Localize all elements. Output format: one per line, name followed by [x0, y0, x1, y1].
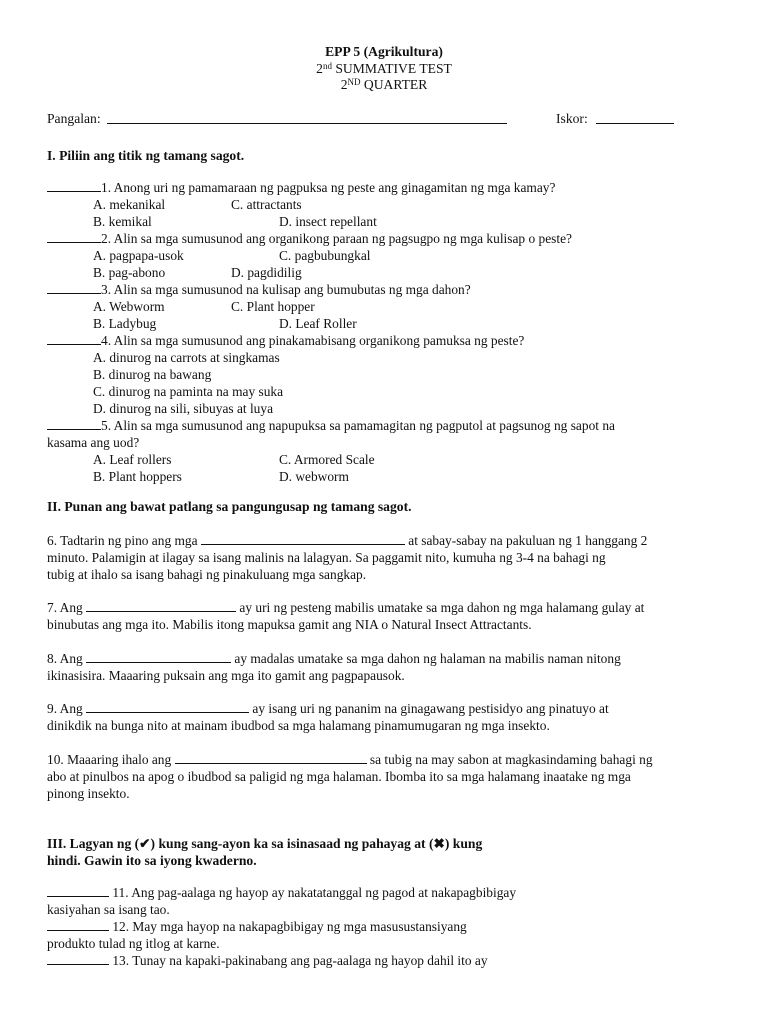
question-7: 7. Ang ay uri ng pesteng mabilis umatake sa mga dahon ng mga halamang gulay at [47, 600, 645, 615]
option-3b: B. Ladybug [93, 316, 157, 331]
option-5c: C. Armored Scale [279, 452, 375, 467]
option-4d: D. dinurog na sili, sibuyas at luya [93, 401, 274, 416]
option-1b: B. kemikal [93, 214, 152, 229]
question-8-line2: ikinasisira. Maaaring puksain ang mga ito gamit ang pagpapausok. [47, 668, 405, 683]
question-1: 1. Anong uri ng pamamaraan ng pagpuksa ng peste ang ginagamitan ng mga kamay? [47, 179, 727, 196]
question-11: 11. Ang pag-aalaga ng hayop ay nakatatanggal ng pagod at nakapagbibigay [47, 884, 727, 901]
question-5-options-row2 [47, 468, 727, 485]
score-blank[interactable] [596, 123, 674, 124]
option-3a: A. Webworm [93, 299, 165, 314]
answer-blank-4[interactable] [47, 332, 101, 345]
question-9-block [47, 700, 727, 734]
question-6: 6. Tadtarin ng pino ang mga at sabay-sabay na pakuluan ng 1 hanggang 2 [47, 533, 648, 548]
section-1-questions [47, 179, 727, 485]
question-1-options-row1 [47, 196, 727, 213]
question-7-line2: binubutas ang mga ito. Mabilis itong mapuksa gamit ang NIA o Natural Insect Attractants. [47, 617, 532, 632]
score-label: Iskor: [556, 111, 588, 126]
question-6-line2: minuto. Palamigin at ilagay sa isang malinis na lalagyan. Sa paggamit nito, kumuha ng 3-4 na bahagi ng [47, 550, 606, 565]
section-1-title: I. Piliin ang titik ng tamang sagot. [47, 148, 245, 163]
option-3c: C. Plant hopper [231, 299, 315, 314]
name-label: Pangalan: [47, 111, 101, 126]
answer-blank-1[interactable] [47, 179, 101, 192]
question-8: 8. Ang ay madalas umatake sa mga dahon ng halaman na mabilis naman nitong [47, 651, 621, 666]
option-5b: B. Plant hoppers [93, 469, 182, 484]
section-3-title-line2: hindi. Gawin ito sa iyong kwaderno. [47, 853, 257, 868]
question-4: 4. Alin sa mga sumusunod ang pinakamabisang organikong pamuksa ng peste? [47, 332, 727, 349]
question-10: 10. Maaaring ihalo ang sa tubig na may sabon at magkasindaming bahagi ng [47, 752, 653, 767]
question-6-block [47, 532, 727, 583]
question-9-line2: dinikdik na bunga nito at mainam ibudbod sa mga halamang pinamumugaran ng mga insekto. [47, 718, 550, 733]
option-3d: D. Leaf Roller [279, 316, 357, 331]
answer-blank-12[interactable] [47, 918, 109, 931]
question-8-block [47, 650, 727, 684]
question-13: 13. Tunay na kapaki-pakinabang ang pag-aalaga ng hayop dahil ito ay [47, 952, 727, 969]
question-3-options-row2 [47, 315, 727, 332]
subject-title: EPP 5 (Agrikultura) [325, 44, 443, 59]
section-3-questions [47, 884, 727, 969]
question-5: 5. Alin sa mga sumusunod ang napupuksa sa pamamagitan ng pagputol at pagsunog ng sapot na [47, 417, 727, 434]
question-10-line2: abo at pinulbos na apog o ibudbod sa paligid ng mga halaman. Ibomba ito sa mga halamang inaatake ng mga [47, 769, 631, 784]
option-2a: A. pagpapa-usok [93, 248, 184, 263]
question-9: 9. Ang ay isang uri ng pananim na ginagawang pestisidyo ang pinatuyo at [47, 701, 609, 716]
test-header [0, 44, 768, 94]
section-2-title: II. Punan ang bawat patlang sa pangungusap ng tamang sagot. [47, 499, 412, 514]
option-1d: D. insect repellant [279, 214, 377, 229]
question-2-options-row1 [47, 247, 727, 264]
question-3: 3. Alin sa mga sumusunod na kulisap ang bumubutas ng mga dahon? [47, 281, 727, 298]
question-11-line2: kasiyahan sa isang tao. [47, 902, 170, 917]
section-2-title-block [47, 498, 727, 515]
section-3-title-block [47, 835, 727, 869]
name-blank[interactable] [107, 123, 507, 124]
fill-blank-10[interactable] [175, 751, 367, 764]
option-2d: D. pagdidilig [231, 265, 302, 280]
question-3-options-row1 [47, 298, 727, 315]
question-5-options-row1 [47, 451, 727, 468]
section-3-title-line1: III. Lagyan ng (✔) kung sang-ayon ka sa isinasaad ng pahayag at (✖) kung [47, 836, 483, 851]
fill-blank-7[interactable] [86, 599, 236, 612]
question-2-options-row2 [47, 264, 727, 281]
question-12-line2: produkto tulad ng itlog at karne. [47, 936, 220, 951]
test-title: 2nd SUMMATIVE TEST [316, 60, 452, 76]
option-4b: B. dinurog na bawang [93, 367, 212, 382]
option-4a: A. dinurog na carrots at singkamas [93, 350, 280, 365]
answer-blank-2[interactable] [47, 230, 101, 243]
answer-blank-11[interactable] [47, 884, 109, 897]
quarter-title: 2ND QUARTER [340, 77, 428, 92]
question-7-block [47, 599, 727, 633]
answer-blank-3[interactable] [47, 281, 101, 294]
option-4c: C. dinurog na paminta na may suka [93, 384, 284, 399]
fill-blank-6[interactable] [201, 532, 405, 545]
option-5d: D. webworm [279, 469, 349, 484]
question-5-line2: kasama ang uod? [47, 435, 140, 450]
option-1a: A. mekanikal [93, 197, 166, 212]
fill-blank-8[interactable] [86, 650, 231, 663]
question-6-line3: tubig at ihalo sa isang bahagi ng pinakuluang mga sangkap. [47, 567, 367, 582]
option-2c: C. pagbubungkal [279, 248, 371, 263]
question-1-options-row2 [47, 213, 727, 230]
option-1c: C. attractants [231, 197, 302, 212]
question-12: 12. May mga hayop na nakapagbibigay ng mga masusustansiyang [47, 918, 727, 935]
option-5a: A. Leaf rollers [93, 452, 172, 467]
question-2: 2. Alin sa mga sumusunod ang organikong paraan ng pagsugpo ng mga kulisap o peste? [47, 230, 727, 247]
question-10-block [47, 751, 727, 802]
answer-blank-5[interactable] [47, 417, 101, 430]
section-1-title-block [47, 147, 727, 164]
question-10-line3: pinong insekto. [47, 786, 130, 801]
answer-blank-13[interactable] [47, 952, 109, 965]
fill-blank-9[interactable] [86, 700, 249, 713]
option-2b: B. pag-abono [93, 265, 166, 280]
